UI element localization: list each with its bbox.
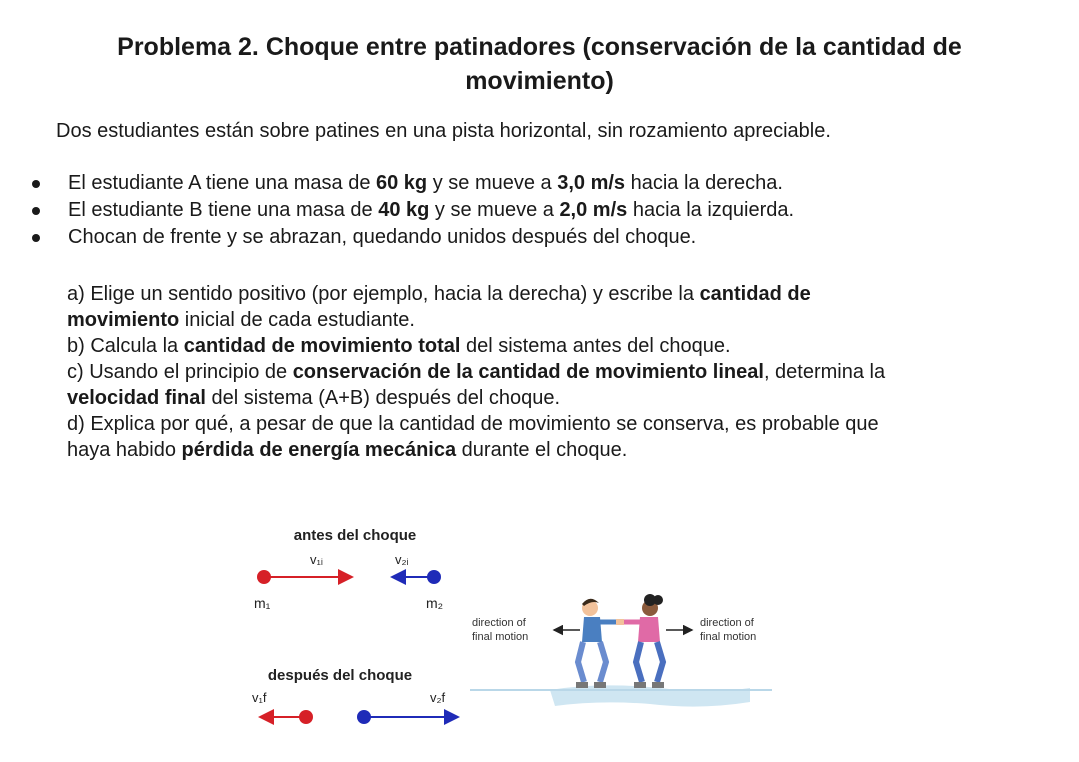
ball-m1-before xyxy=(257,570,271,584)
ball-m2-before xyxy=(427,570,441,584)
question-d: d) Explica por qué, a pesar de que la cantidad de movimiento se conserva, es probable que haya habido pérdida de energía mecánica durante el choque. xyxy=(67,413,879,461)
m2-label: m₂ xyxy=(426,595,444,611)
problem-title-line1: Problema 2. Choque entre patinadores (conservación de la cantidad de xyxy=(117,33,962,61)
bullet-item-a: El estudiante A tiene una masa de 60 kg y se mueve a 3,0 m/s hacia la derecha. xyxy=(28,170,794,197)
problem-title xyxy=(0,30,1079,98)
question-a: a) Elige un sentido positivo (por ejemplo, hacia la derecha) y escribe la cantidad de movimiento inicial de cada estudiante. xyxy=(67,283,811,331)
bullet-item-collision: Chocan de frente y se abrazan, quedando unidos después del choque. xyxy=(28,224,794,251)
v1i-label: v₁ᵢ xyxy=(310,552,323,567)
collision-diagram xyxy=(240,520,470,740)
question-c: c) Usando el principio de conservación de la cantidad de movimiento lineal, determina la velocidad final del sistema (A+B) después del choque. xyxy=(67,361,886,409)
skater-girl-icon xyxy=(622,594,664,688)
skater-boy-icon xyxy=(576,599,618,688)
bullet-list xyxy=(28,170,794,251)
right-direction-label-1: direction of xyxy=(700,617,754,629)
v2f-label: v₂f xyxy=(430,690,446,705)
v1f-label: v₁f xyxy=(252,690,267,705)
after-label: después del choque xyxy=(267,667,413,684)
questions-block xyxy=(67,281,1057,463)
left-direction-label-2: final motion xyxy=(472,631,529,643)
problem-title-line2: movimiento) xyxy=(465,67,614,95)
ice-surface xyxy=(550,685,750,706)
v2i-label: v₂ᵢ xyxy=(395,552,409,567)
right-direction-label-2: final motion xyxy=(700,631,757,643)
question-b: b) Calcula la cantidad de movimiento total del sistema antes del choque. xyxy=(67,335,731,357)
skaters-illustration xyxy=(460,590,780,720)
m1-label: m₁ xyxy=(254,595,271,611)
ball-m1-after xyxy=(299,710,313,724)
ball-m2-after xyxy=(357,710,371,724)
bullet-item-b: El estudiante B tiene una masa de 40 kg y se mueve a 2,0 m/s hacia la izquierda. xyxy=(28,197,794,224)
hands-contact xyxy=(616,619,624,625)
before-label: antes del choque xyxy=(293,527,417,544)
intro-paragraph: Dos estudiantes están sobre patines en una pista horizontal, sin rozamiento apreciable. xyxy=(56,120,831,142)
left-direction-label-1: direction of xyxy=(472,617,526,629)
